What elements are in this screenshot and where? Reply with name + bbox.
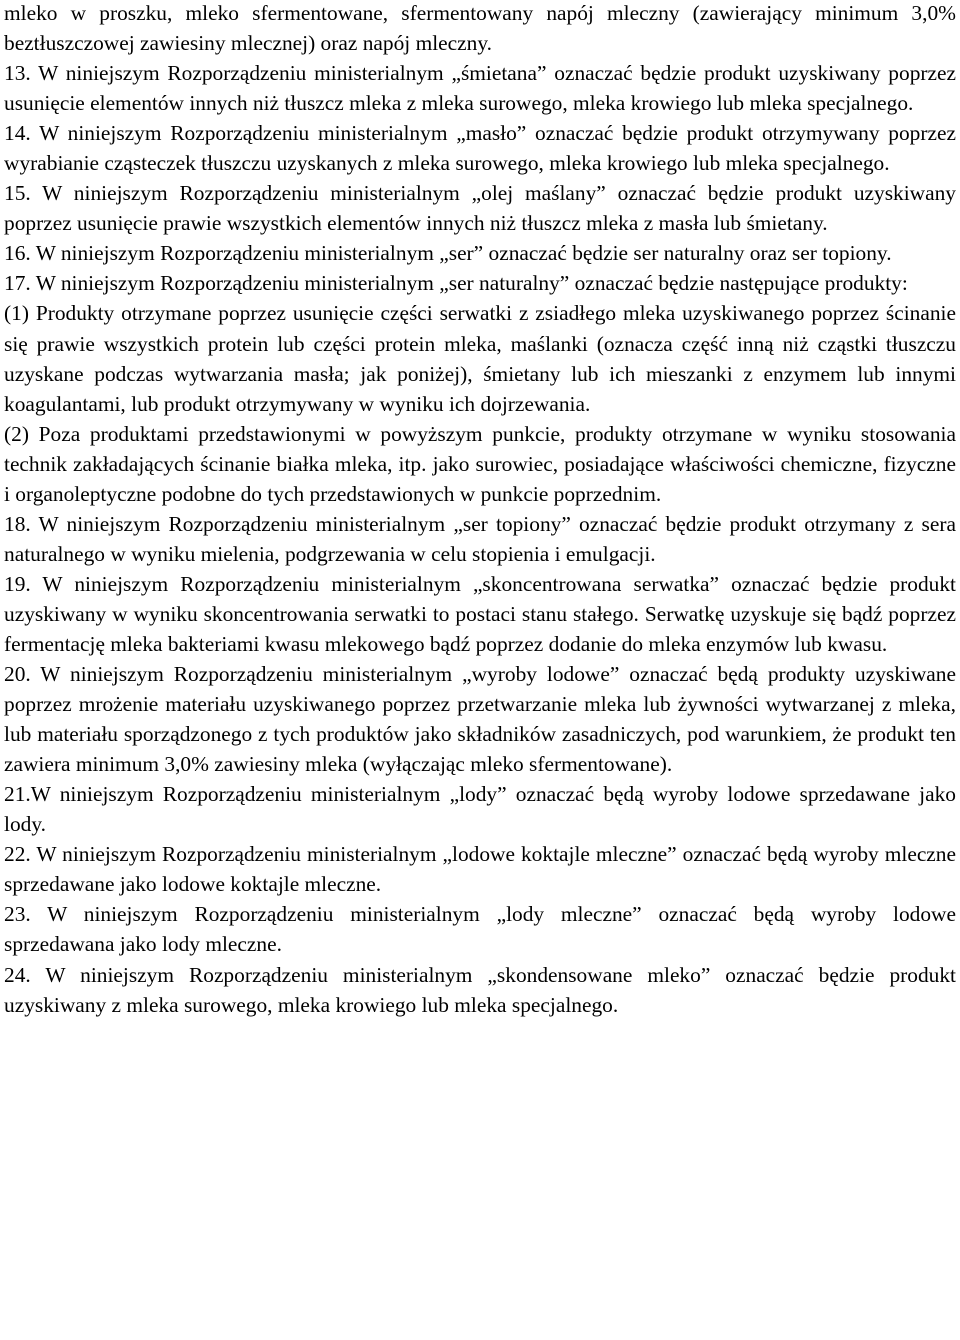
definition-14-maslo: 14. W niniejszym Rozporządzeniu ministerialnym „masło” oznaczać będzie produkt otrzymywany poprzez wyrabianie cząsteczek tłuszczu uzyskanych z mleka surowego, mleka krowiego lub mleka specjalnego. [4,121,956,176]
definition-20-wyroby-lodowe: 20. W niniejszym Rozporządzeniu ministerialnym „wyroby lodowe” oznaczać będą produkty uzyskiwane poprzez mrożenie materiału uzyskiwanego poprzez przetwarzanie mleka lub żywności wytwarzanej z mleka, lub materiału sporządzonego z tych produktów jako składników zasadniczych, pod warunkiem, że produkt ten zawiera minimum 3,0% zawiesiny mleka (wyłączając mleko sfermentowane). [4,662,956,777]
definition-15-olej-maslany: 15. W niniejszym Rozporządzeniu ministerialnym „olej maślany” oznaczać będzie produkt uzyskiwany poprzez usunięcie prawie wszystkich elementów innych niż tłuszcz mleka z masła lub śmietany. [4,181,956,236]
definition-22-lodowe-koktajle-mleczne: 22. W niniejszym Rozporządzeniu ministerialnym „lodowe koktajle mleczne” oznaczać będą wyroby mleczne sprzedawane jako lodowe koktajle mleczne. [4,842,956,897]
definition-21-lody: 21.W niniejszym Rozporządzeniu ministerialnym „lody” oznaczać będą wyroby lodowe sprzedawane jako lody. [4,782,956,837]
paragraph-continuation: mleko w proszku, mleko sfermentowane, sfermentowany napój mleczny (zawierający minimum 3,0% beztłuszczowej zawiesiny mlecznej) oraz napój mleczny. [4,1,956,56]
definition-24-skondensowane-mleko: 24. W niniejszym Rozporządzeniu ministerialnym „skondensowane mleko” oznaczać będzie produkt uzyskiwany z mleka surowego, mleka krowiego lub mleka specjalnego. [4,962,956,1017]
definition-17-point-1: (1) Produkty otrzymane poprzez usunięcie części serwatki z zsiadłego mleka uzyskiwanego poprzez ścinanie się prawie wszystkich protein lub części protein mleka, maślanki (oznacza część inną niż cząstki tłuszczu uzyskane podczas wytwarzania masła; jak poniżej), śmietany lub ich mieszanki z enzymem lub innymi koagulantami, lub produkt otrzymywany w wyniku ich dojrzewania. [4,301,956,416]
definition-18-ser-topiony: 18. W niniejszym Rozporządzeniu ministerialnym „ser topiony” oznaczać będzie produkt otrzymany z sera naturalnego w wyniku mielenia, podgrzewania w celu stopienia i emulgacji. [4,511,956,566]
document-page [4,0,956,1020]
definition-13-smietana: 13. W niniejszym Rozporządzeniu ministerialnym „śmietana” oznaczać będzie produkt uzyskiwany poprzez usunięcie elementów innych niż tłuszcz mleka z mleka surowego, mleka krowiego lub mleka specjalnego. [4,61,956,116]
definition-17-point-2: (2) Poza produktami przedstawionymi w powyższym punkcie, produkty otrzymane w wyniku stosowania technik zakładających ścinanie białka mleka, itp. jako surowiec, posiadające właściwości chemiczne, fizyczne i organoleptyczne podobne do tych przedstawionych w punkcie poprzednim. [4,421,956,506]
definition-17-ser-naturalny: 17. W niniejszym Rozporządzeniu ministerialnym „ser naturalny” oznaczać będzie następujące produkty: [4,271,908,296]
definition-23-lody-mleczne: 23. W niniejszym Rozporządzeniu ministerialnym „lody mleczne” oznaczać będą wyroby lodowe sprzedawana jako lody mleczne. [4,902,956,957]
definition-19-skoncentrowana-serwatka: 19. W niniejszym Rozporządzeniu ministerialnym „skoncentrowana serwatka” oznaczać będzie produkt uzyskiwany w wyniku skoncentrowania serwatki to postaci stanu stałego. Serwatkę uzyskuje się bądź poprzez fermentację mleka bakteriami kwasu mlekowego bądź poprzez dodanie do mleka enzymów lub kwasu. [4,571,956,656]
definition-16-ser: 16. W niniejszym Rozporządzeniu ministerialnym „ser” oznaczać będzie ser naturalny oraz ser topiony. [4,241,892,266]
